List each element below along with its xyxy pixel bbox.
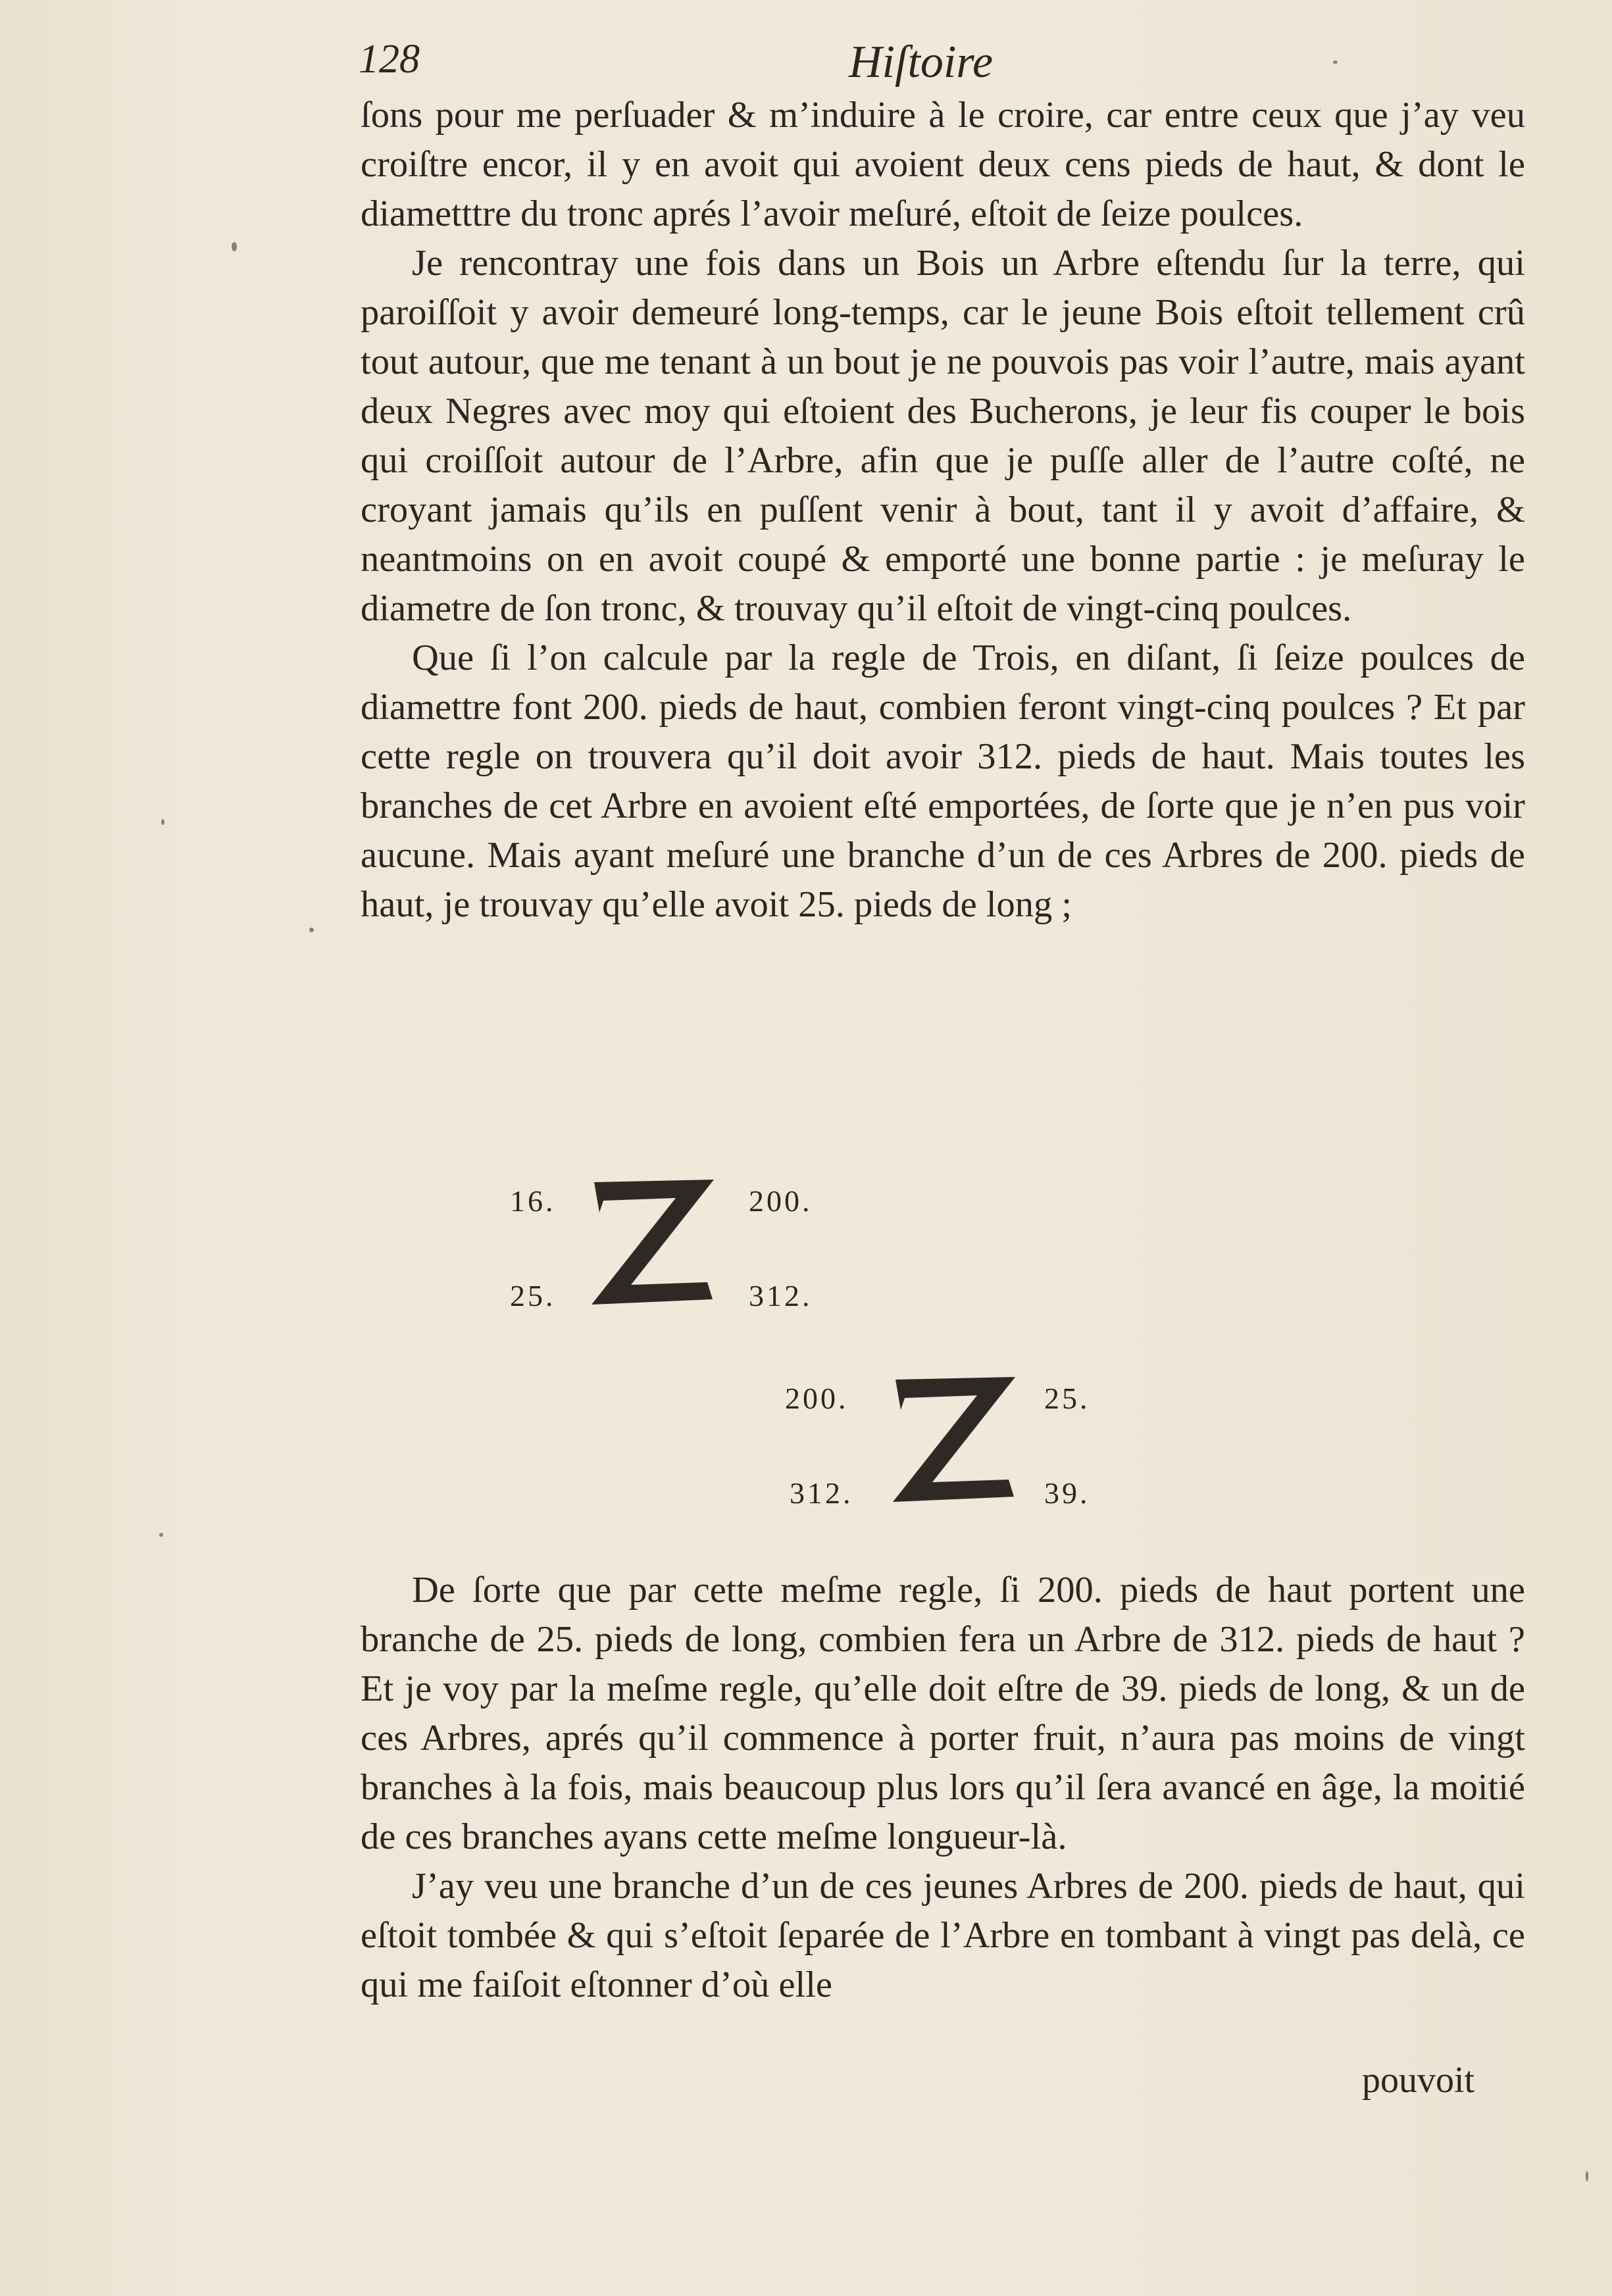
paragraph: Je rencontray une fois dans un Bois un Arbre eſtendu ſur la terre, qui paroiſſoit y avoir demeuré long-temps, car le jeune Bois eſtoit tellement crû tout autour, que me tenant à un bout je ne pouvois pas voir l’autre, mais ayant deux Negres avec moy qui eſtoient des Bucherons, je leur fis couper le bois qui croiſſoit autour de l’Arbre, afin que je puſſe aller de l’autre coſté, ne croyant jamais qu’ils en puſſent venir à bout, tant il y avoit d’affaire, & neantmoins on en avoit coupé & emporté une bonne partie : je meſuray le diametre de ſon tronc, & trouvay qu’il eſtoit de vingt-cinq poulces. — [361, 243, 1525, 629]
proportion-term-b: 200. — [749, 1184, 813, 1218]
paragraph: ſons pour me perſuader & m’induire à le croire, car entre ceux que j’ay veu croiſtre encor, il y en avoit qui avoient deux cens pieds de haut, & dont le diametttre du tronc aprés l’avoir meſuré, eſtoit de ſeize poulces. — [361, 95, 1525, 234]
paragraph: De ſorte que par cette meſme regle, ſi 200. pieds de haut portent une branche de 25. pieds de long, combien fera un Arbre de 312. pieds de haut ? Et je voy par la meſme regle, qu’elle doit eſtre de 39. pieds de long, & un de ces Arbres, aprés qu’il commence à porter fruit, n’aura pas moins de vingt branches à la fois, mais beaucoup plus lors qu’il ſera avancé en âge, la moitié de ces branches ayans cette meſme longueur-là. — [361, 1570, 1525, 1857]
paragraph: J’ay veu une branche d’un de ces jeunes Arbres de 200. pieds de haut, qui eſtoit tombée & qui s’eſtoit ſeparée de l’Arbre en tombant à vingt pas delà, ce qui me faiſoit eſtonner d’où elle — [361, 1866, 1525, 2005]
text-block-top — [361, 91, 1525, 930]
text-block-bottom — [361, 1566, 1525, 2010]
paper-speck — [232, 242, 237, 251]
proportion-term-c: 312. — [790, 1476, 853, 1510]
running-head: Hiſtoire — [849, 37, 994, 87]
proportion-term-c: 25. — [510, 1279, 556, 1312]
proportion-term-d: 312. — [749, 1279, 813, 1312]
proportion-term-b: 25. — [1044, 1382, 1090, 1415]
paragraph: Que ſi l’on calcule par la regle de Trois, en diſant, ſi ſeize poulces de diamettre font 200. pieds de haut, combien feront vingt-cinq poulces ? Et par cette regle on trouvera qu’il doit avoir 312. pieds de haut. Mais toutes les branches de cet Arbre en avoient eſté emportées, de ſorte que je n’en pus voir aucune. Mais ayant meſuré une branche d’un de ces Arbres de 200. pieds de haut, je trouvay qu’elle avoit 25. pieds de long ; — [361, 637, 1525, 925]
rule-of-three-z-mark — [890, 1372, 1022, 1503]
catchword: pouvoit — [1362, 2060, 1475, 2101]
paper-speck — [309, 928, 314, 932]
paper-speck — [1586, 2171, 1588, 2182]
proportion-diagram-2 — [780, 1372, 1148, 1523]
page-number: 128 — [359, 37, 420, 82]
proportion-term-a: 16. — [510, 1184, 556, 1218]
rule-of-three-z-mark — [589, 1174, 720, 1306]
proportion-term-d: 39. — [1044, 1476, 1090, 1510]
proportion-term-a: 200. — [785, 1382, 849, 1415]
paper-speck — [159, 1533, 163, 1537]
paper-speck — [161, 819, 164, 825]
paper-speck — [1333, 61, 1338, 64]
proportion-diagram-1 — [500, 1174, 869, 1326]
